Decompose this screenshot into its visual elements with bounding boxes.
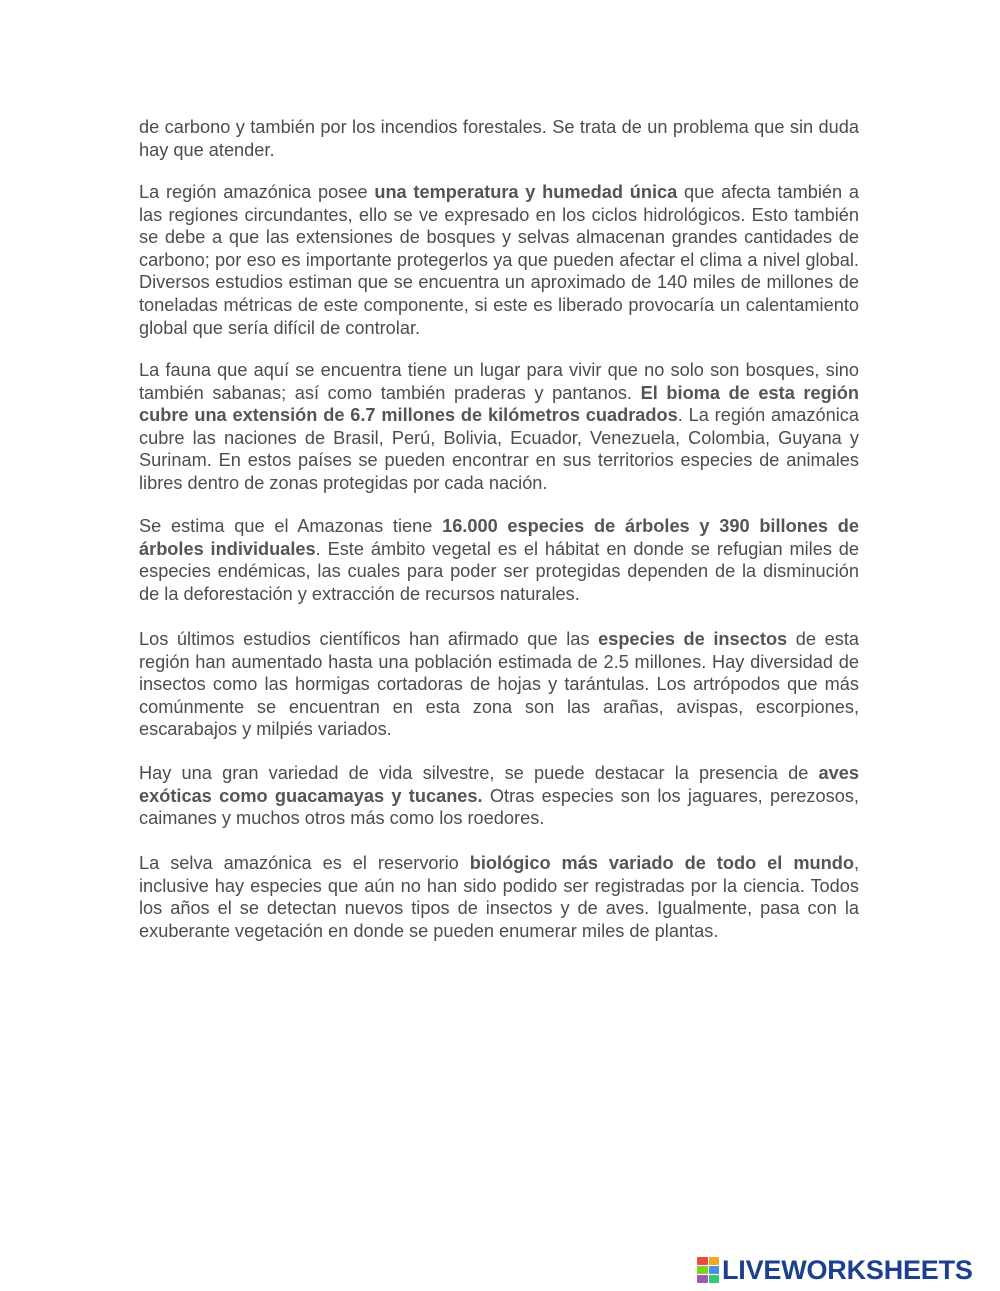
emphasized-text: una temperatura y humedad única — [374, 182, 678, 202]
emphasized-text: El bioma de esta región cubre una extensión de 6.7 millones de kilómetros cuadrados — [139, 382, 859, 426]
logo-block — [709, 1275, 720, 1283]
logo-block — [697, 1257, 708, 1265]
paragraph-5 — [139, 628, 859, 741]
paragraph-3 — [139, 359, 859, 495]
paragraph-7 — [139, 852, 859, 942]
text-run: Los últimos estudios científicos han afirmado que las — [139, 629, 599, 649]
text-run: Se estima que el Amazonas tiene — [139, 516, 443, 536]
text-run: . Este ámbito vegetal es el hábitat en donde se refugian miles de especies endémicas, las cuales para poder ser protegidas dependen de la disminución de la deforestación y extracción de recursos naturales. — [139, 538, 860, 604]
paragraph-4 — [139, 515, 859, 605]
text-run: que afecta también a las regiones circundantes, ello se ve expresado en los ciclos hidrológicos. Esto también se debe a que las extensiones de bosques y selvas almacenan grandes cantidades de carbono; por eso es importante protegerlos ya que pueden afectar el clima a nivel global. Diversos estudios estiman que se encuentra un aproximado de 140 miles de millones de toneladas métricas de este componente, si este es liberado provocaría un calentamiento global que sería difícil de controlar. — [139, 182, 859, 338]
liveworksheets-logo[interactable] — [697, 1254, 973, 1286]
emphasized-text: 16.000 especies de árboles y 390 billones de árboles individuales — [139, 516, 859, 559]
text-run: , inclusive hay especies que aún no han sido podido ser registradas por la ciencia. Todos los años el se detectan nuevos tipos de insectos y de aves. Igualmente, pasa con la exuberante vegetación en donde se pueden enumerar miles de plantas. — [139, 853, 859, 941]
text-run: de carbono y también por los incendios forestales. Se trata de un problema que sin duda hay que atender. — [139, 117, 859, 160]
paragraph-1 — [139, 116, 859, 161]
liveworksheets-logo-icon — [697, 1257, 719, 1283]
text-run: Otras especies son los jaguares, perezosos, caimanes y muchos otros más como los roedores. — [139, 785, 859, 829]
text-run: La fauna que aquí se encuentra tiene un lugar para vivir que no solo son bosques, sino también sabanas; así como también praderas y pantanos. — [139, 360, 859, 403]
paragraph-2 — [139, 181, 859, 339]
paragraph-6 — [139, 762, 859, 830]
text-run: de esta región han aumentado hasta una población estimada de 2.5 millones. Hay diversidad de insectos como las hormigas cortadoras de hojas y tarántulas. Los artrópodos que más comúnmente se encuentran en esta zona son las arañas, avispas, escorpiones, escarabajos y milpiés variados. — [139, 629, 859, 740]
logo-block — [697, 1266, 708, 1274]
emphasized-text: especies de insectos — [598, 629, 788, 649]
text-run: La región amazónica posee — [139, 182, 375, 202]
logo-block — [709, 1266, 720, 1274]
text-run: Hay una gran variedad de vida silvestre, se puede destacar la presencia de — [139, 763, 819, 783]
logo-block — [709, 1257, 720, 1265]
text-run: . La región amazónica cubre las naciones de Brasil, Perú, Bolivia, Ecuador, Venezuela, Colombia, Guyana y Surinam. En estos países se pueden encontrar en sus territorios especies de animales libres dentro de zonas protegidas por cada nación. — [139, 405, 859, 493]
text-run: La selva amazónica es el reservorio — [139, 853, 470, 873]
logo-block — [697, 1275, 708, 1283]
emphasized-text: biológico más variado de todo el mundo — [469, 853, 854, 873]
emphasized-text: aves exóticas como guacamayas y tucanes. — [139, 763, 859, 806]
logo-text: LIVEWORKSHEETS — [722, 1255, 973, 1285]
